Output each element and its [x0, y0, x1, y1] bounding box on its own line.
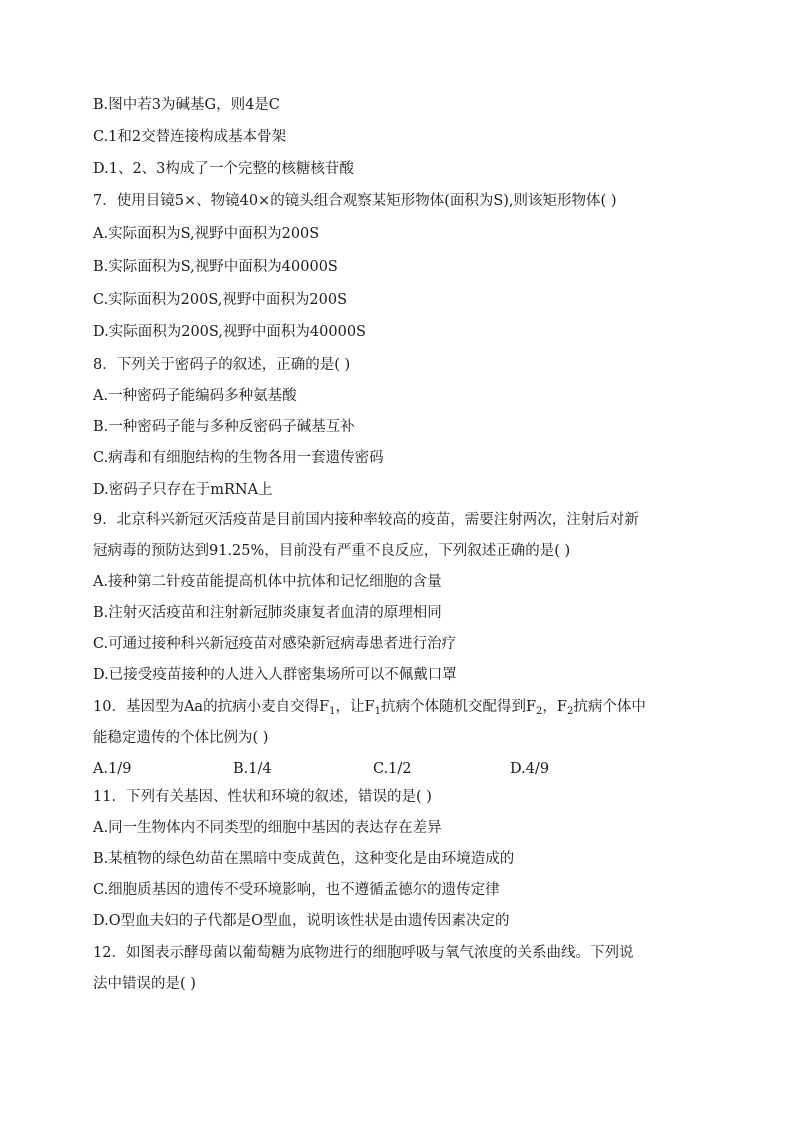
q10-option-d: D.4/9 — [510, 761, 550, 777]
q7-option-c: C.实际面积为200S,视野中面积为200S — [93, 292, 347, 308]
q6-option-b: B.图中若3为碱基G，则4是C — [93, 97, 280, 113]
q12-stem-line1: 12．如图表示酵母菌以葡萄糖为底物进行的细胞呼吸与氧气浓度的关系曲线。下列说 — [93, 945, 634, 961]
q10-subscript-4: 2 — [566, 706, 574, 717]
q6-option-d: D.1、2、3构成了一个完整的核糖核苷酸 — [93, 161, 354, 177]
q11-option-c: C.细胞质基因的遗传不受环境影响，也不遵循孟德尔的遗传定律 — [93, 882, 500, 898]
q11-stem: 11．下列有关基因、性状和环境的叙述，错误的是( ) — [93, 789, 432, 805]
q10-stem-part1: 10．基因型为Aa的抗病小麦自交得F — [93, 699, 330, 715]
q10-stem-line2: 能稳定遗传的个体比例为( ) — [93, 730, 269, 746]
q11-option-a: A.同一生物体内不同类型的细胞中基因的表达存在差异 — [93, 820, 442, 836]
q7-stem: 7．使用目镜5×、物镜40×的镜头组合观察某矩形物体(面积为S),则该矩形物体( ) — [93, 193, 617, 209]
q11-option-b: B.某植物的绿色幼苗在黑暗中变成黄色，这种变化是由环境造成的 — [93, 851, 515, 867]
q7-option-a: A.实际面积为S,视野中面积为200S — [93, 226, 320, 242]
q10-stem-part4: ，F — [542, 699, 567, 715]
q8-option-d: D.密码子只存在于mRNA上 — [93, 482, 273, 498]
q9-stem-line1: 9．北京科兴新冠灭活疫苗是目前国内接种率较高的疫苗，需要注射两次，注射后对新 — [93, 512, 639, 528]
q8-option-b: B.一种密码子能与多种反密码子碱基互补 — [93, 419, 355, 435]
q8-option-c: C.病毒和有细胞结构的生物各用一套遗传密码 — [93, 450, 384, 466]
q10-stem-part3: 抗病个体随机交配得到F — [380, 699, 537, 715]
q10-option-b: B.1/4 — [233, 761, 272, 777]
q10-stem-part5: 抗病个体中 — [573, 699, 646, 715]
q7-option-b: B.实际面积为S,视野中面积为40000S — [93, 259, 338, 275]
q10-stem-part2: ，让F — [335, 699, 375, 715]
q9-option-a: A.接种第二针疫苗能提高机体中抗体和记忆细胞的含量 — [93, 574, 442, 590]
q8-option-a: A.一种密码子能编码多种氨基酸 — [93, 388, 297, 404]
q9-option-b: B.注射灭活疫苗和注射新冠肺炎康复者血清的原理相同 — [93, 605, 442, 621]
q12-stem-line2: 法中错误的是( ) — [93, 976, 196, 992]
q11-option-d: D.O型血夫妇的子代都是O型血，说明该性状是由遗传因素决定的 — [93, 913, 510, 929]
q10-subscript-3: 2 — [536, 706, 543, 717]
q10-option-a: A.1/9 — [93, 761, 132, 777]
q10-subscript-2: 1 — [374, 706, 381, 717]
q6-option-c: C.1和2交替连接构成基本骨架 — [93, 129, 287, 145]
q9-stem-line2: 冠病毒的预防达到91.25%，目前没有严重不良反应，下列叙述正确的是( ) — [93, 543, 571, 559]
q10-option-c: C.1/2 — [373, 761, 412, 777]
q9-option-c: C.可通过接种科兴新冠疫苗对感染新冠病毒患者进行治疗 — [93, 636, 457, 652]
q9-option-d: D.已接受疫苗接种的人进入人群密集场所可以不佩戴口罩 — [93, 667, 457, 683]
q7-option-d: D.实际面积为200S,视野中面积为40000S — [93, 324, 366, 340]
q8-stem: 8．下列关于密码子的叙述，正确的是( ) — [93, 357, 351, 373]
q10-subscript-1: 1 — [329, 706, 336, 717]
q10-stem-line1 — [93, 697, 646, 717]
